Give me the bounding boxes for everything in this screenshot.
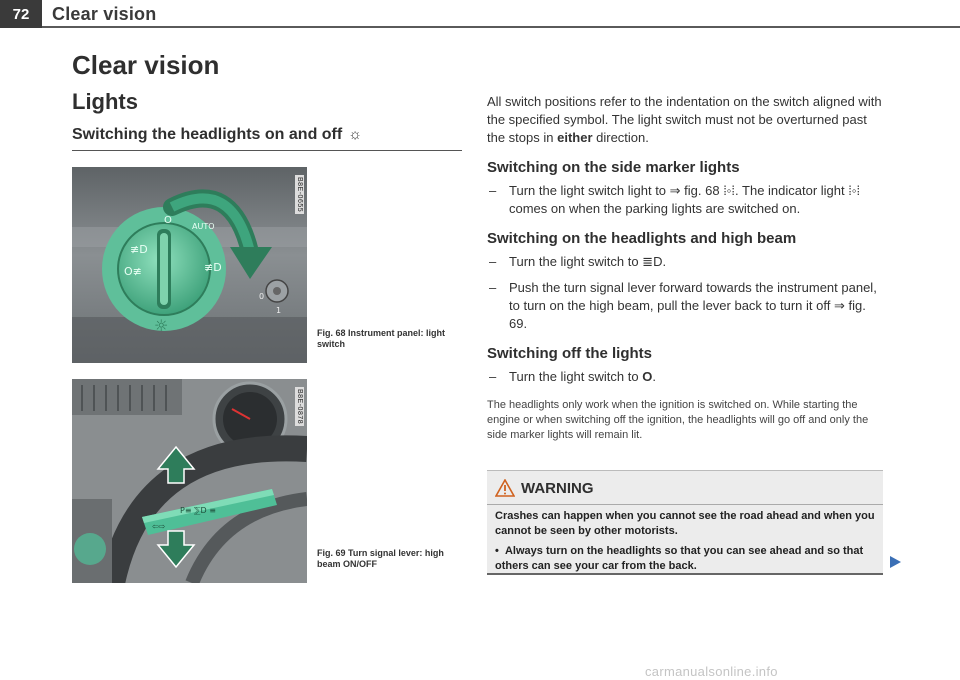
- figure-caption: Fig. 69 Turn signal lever: high beam ON/OFF: [317, 548, 444, 569]
- warning-box: [487, 470, 883, 575]
- svg-text:≢D: ≢D: [204, 261, 222, 274]
- note-paragraph: The headlights only work when the ignition is switched on. While starting the engine or when switching off the ignition, the headlights will go off and only the side marker lights will remain lit.: [487, 399, 869, 441]
- svg-text:⇦⇨: ⇦⇨: [152, 522, 166, 531]
- light-switch-illustration: [72, 167, 307, 363]
- parking-light-icon: ⁞◦⁞: [848, 183, 861, 198]
- warning-bullet-line: • Always turn on the headlights so that you can see ahead and so that others can see your car from the back.: [495, 545, 864, 572]
- subsection-title-text: Switching the headlights on and off: [72, 126, 343, 143]
- subsection-title: [72, 126, 462, 151]
- warning-triangle-icon: [495, 479, 515, 497]
- svg-text:1: 1: [276, 306, 282, 315]
- watermark: carmanualsonline.info: [645, 664, 778, 679]
- body-text-column: [487, 93, 887, 443]
- section-title: Lights: [72, 89, 138, 114]
- running-header: Clear vision: [52, 4, 157, 24]
- svg-text:☼: ☼: [154, 316, 169, 335]
- svg-text:O: O: [164, 215, 172, 226]
- heading-side-marker: Switching on the side marker lights: [487, 159, 740, 176]
- figure-turn-signal-lever: [72, 379, 307, 583]
- figure-light-switch: [72, 167, 307, 363]
- chapter-title: Clear vision: [72, 50, 220, 80]
- warning-title: WARNING: [521, 479, 594, 497]
- warning-line: Crashes can happen when you cannot see the road ahead and when you cannot be seen by other motorists.: [495, 510, 875, 537]
- list-item: – Push the turn signal lever forward towards the instrument panel, to turn on the high beam, pull the lever back to turn it off ⇒ fig. 69.: [489, 280, 877, 331]
- list-item: – Turn the light switch to O.: [489, 369, 656, 384]
- header-divider: [42, 26, 960, 28]
- list-item: – Turn the light switch to ≣D.: [489, 254, 667, 269]
- warning-divider: [487, 504, 883, 505]
- svg-text:P≡ ⅀D ≡: P≡ ⅀D ≡: [180, 506, 216, 515]
- page-number: 72: [0, 0, 42, 28]
- svg-text:≢D: ≢D: [130, 243, 148, 256]
- figure-code: B8E-0655: [296, 177, 303, 213]
- heading-lights-off: Switching off the lights: [487, 345, 652, 362]
- auto-label: AUTO: [192, 222, 215, 231]
- svg-text:0: 0: [259, 292, 265, 301]
- intro-paragraph: All switch positions refer to the indentation on the switch aligned with the specified symbol. The light switch must not be overturned past the stops in either direction.: [487, 94, 882, 145]
- sun-icon: ☼: [348, 126, 362, 143]
- warning-body: [495, 509, 877, 579]
- list-item: – Turn the light switch light to ⇒ fig. 68 ⁞◦⁞. The indicator light ⁞◦⁞ comes on when the parking lights are switched on.: [489, 183, 861, 216]
- figure-code: B8E-0878: [296, 389, 303, 425]
- parking-light-icon: ⁞◦⁞: [723, 183, 736, 198]
- svg-text:O≢: O≢: [124, 265, 142, 278]
- figure-caption: Fig. 68 Instrument panel: light switch: [317, 328, 446, 349]
- warning-heading: [495, 479, 594, 497]
- heading-headlights: Switching on the headlights and high beam: [487, 230, 797, 247]
- turn-signal-illustration: [72, 379, 307, 583]
- continue-arrow-icon: [888, 555, 902, 569]
